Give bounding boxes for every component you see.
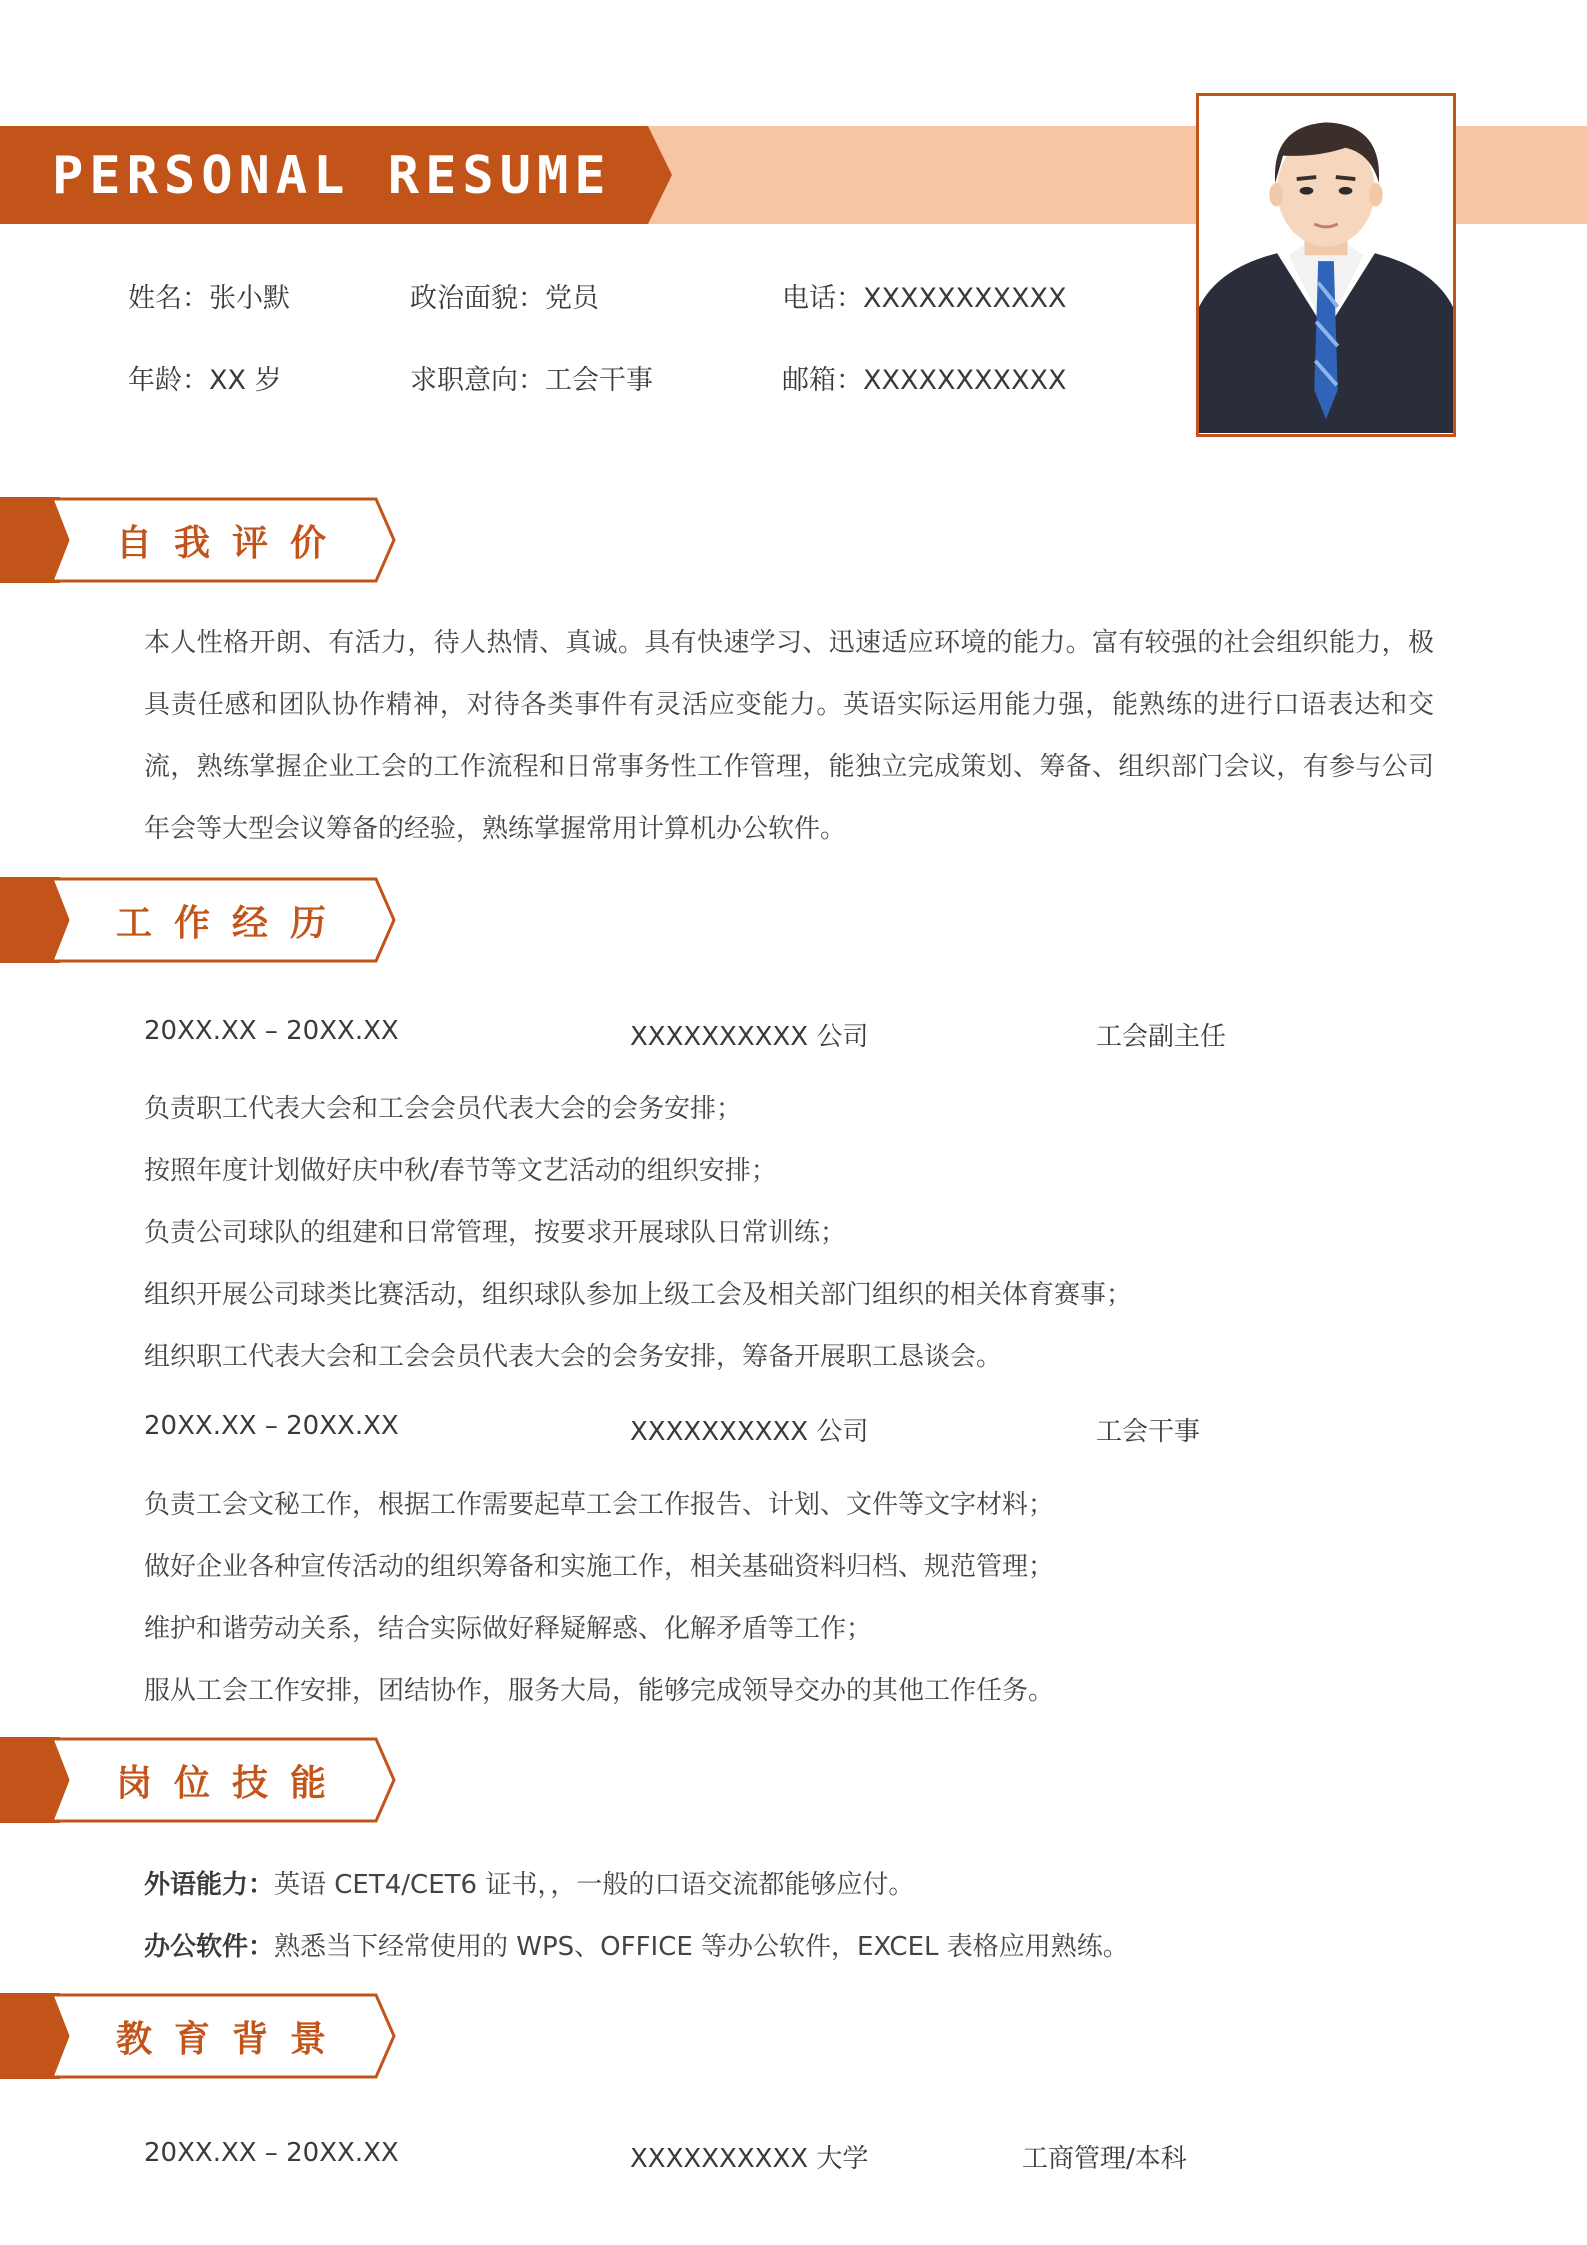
info-age-label: 年龄： (128, 365, 209, 396)
info-name-label: 姓名： (128, 283, 209, 314)
job-1-position: 工会副主任 (1096, 1022, 1227, 1052)
job-1-duty: 负责职工代表大会和工会会员代表大会的会务安排； (144, 1094, 743, 1124)
section-header-skills (0, 1737, 400, 1823)
job-1-duty: 组织开展公司球类比赛活动，组织球队参加上级工会及相关部门组织的相关体育赛事； (144, 1280, 1133, 1310)
info-name (128, 276, 290, 315)
info-phone-value: XXXXXXXXXXX (863, 283, 1067, 314)
skill-office-label: 办公软件： (144, 1932, 275, 1962)
info-intent-label: 求职意向： (410, 365, 545, 396)
section-header-self (0, 497, 400, 583)
section-title-edu: 教育背景 (116, 2019, 349, 2060)
job-2-period: 20XX.XX – 20XX.XX (144, 1411, 399, 1441)
job-2-position: 工会干事 (1096, 1417, 1201, 1447)
job-2-company: XXXXXXXXXX 公司 (630, 1417, 869, 1447)
section-header-work (0, 877, 400, 963)
info-politics-value: 党员 (545, 283, 599, 314)
edu-major: 工商管理/本科 (1022, 2144, 1187, 2174)
info-intent-value: 工会干事 (545, 365, 653, 396)
resume-title: PERSONAL RESUME (52, 146, 612, 206)
info-intent (410, 358, 653, 397)
info-phone-label: 电话： (782, 283, 863, 314)
section-title-work: 工作经历 (116, 903, 349, 944)
skill-language-label: 外语能力： (144, 1870, 275, 1900)
skill-language (144, 1864, 914, 1901)
job-2-duty: 维护和谐劳动关系，结合实际做好释疑解惑、化解矛盾等工作； (144, 1614, 873, 1644)
skill-office-text: 熟悉当下经常使用的 WPS、OFFICE 等办公软件，EXCEL 表格应用熟练。 (274, 1932, 1129, 1962)
section-header-edu (0, 1993, 400, 2079)
info-email (782, 358, 1066, 397)
info-age (128, 358, 282, 397)
self-evaluation-text: 本人性格开朗、有活力，待人热情、真诚。具有快速学习、迅速适应环境的能力。富有较强的社会组织能力，极具责任感和团队协作精神，对待各类事件有灵活应变能力。英语实际运用能力强，能熟练的进行口语表达和交流，熟练掌握企业工会的工作流程和日常事务性工作管理，能独立完成策划、筹备、组织部门会议，有参与公司年会等大型会议筹备的经验，熟练掌握常用计算机办公软件。 (144, 628, 1434, 844)
job-1-company: XXXXXXXXXX 公司 (630, 1022, 869, 1052)
section-title-self: 自我评价 (116, 523, 349, 564)
section-title-skills: 岗位技能 (116, 1763, 349, 1804)
info-politics-label: 政治面貌： (410, 283, 545, 314)
info-politics (410, 276, 599, 315)
skill-language-text: 英语 CET4/CET6 证书，，一般的口语交流都能够应付。 (274, 1870, 915, 1900)
profile-photo (1196, 93, 1456, 437)
info-name-value: 张小默 (209, 283, 290, 314)
avatar-illustration (1199, 96, 1453, 434)
edu-period: 20XX.XX – 20XX.XX (144, 2138, 399, 2168)
job-2-duty: 服从工会工作安排，团结协作，服务大局，能够完成领导交办的其他工作任务。 (144, 1676, 1055, 1706)
job-2-duty: 负责工会文秘工作，根据工作需要起草工会工作报告、计划、文件等文字材料； (144, 1490, 1055, 1520)
info-age-value: XX 岁 (209, 365, 282, 396)
info-email-label: 邮箱： (782, 365, 863, 396)
job-1-period: 20XX.XX – 20XX.XX (144, 1016, 399, 1046)
edu-school: XXXXXXXXXX 大学 (630, 2144, 869, 2174)
job-1-duty: 组织职工代表大会和工会会员代表大会的会务安排，筹备开展职工恳谈会。 (144, 1342, 1003, 1372)
job-2-duty: 做好企业各种宣传活动的组织筹备和实施工作，相关基础资料归档、规范管理； (144, 1552, 1055, 1582)
info-email-value: XXXXXXXXXXX (863, 365, 1067, 396)
job-1-duty: 按照年度计划做好庆中秋/春节等文艺活动的组织安排； (144, 1156, 777, 1186)
job-1-duty: 负责公司球队的组建和日常管理，按要求开展球队日常训练； (144, 1218, 847, 1248)
skill-office (144, 1926, 1129, 1963)
info-phone (782, 276, 1066, 315)
